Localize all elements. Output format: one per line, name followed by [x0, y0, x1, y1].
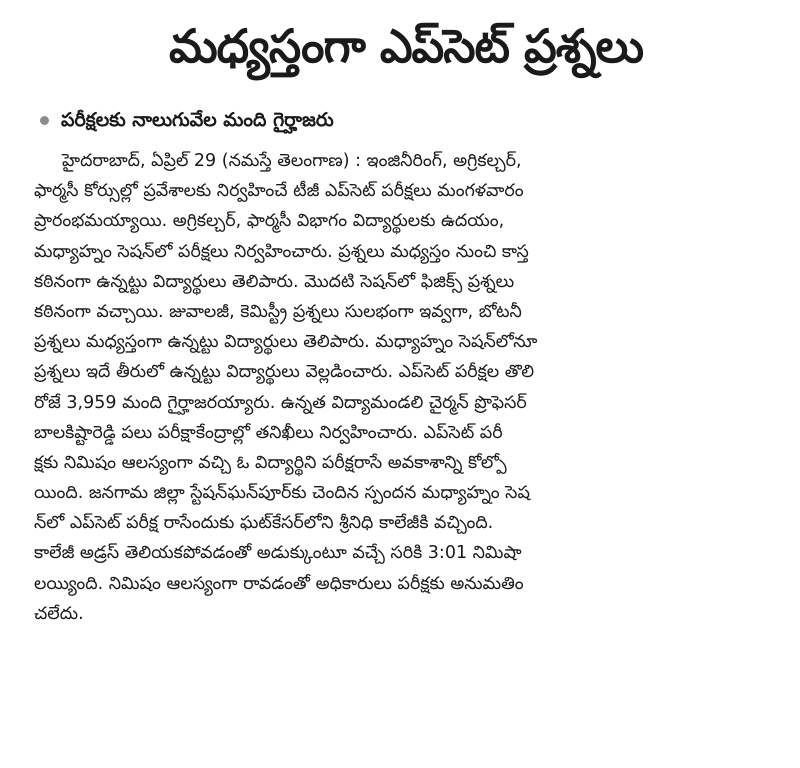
article-body: [34, 146, 778, 629]
body-line: హైదరాబాద్, ఏప్రిల్ 29 (నమస్తే తెలంగాణ) : ఇంజినీరింగ్, అగ్రికల్చర్,: [62, 151, 522, 171]
bullet-icon: [40, 116, 49, 125]
body-line: కఠినంగా వచ్చాయి. జువాలజీ, కెమిస్ట్రీ ప్రశ్నలు సులభంగా ఇవ్వగా, బోటనీ: [34, 301, 522, 322]
body-line: ప్రశ్నలు మధ్యస్తంగా ఉన్నట్టు విద్యార్థులు తెలిపారు. మధ్యాహ్నం సెషన్‌లోనూ: [34, 332, 538, 353]
body-line: ఫార్మసీ కోర్సుల్లో ప్రవేశాలకు నిర్వహించే టీజీ ఎప్‌సెట్ పరీక్షలు మంగళవారం: [34, 181, 524, 202]
body-line: మధ్యాహ్నం సెషన్‌లో పరీక్షలు నిర్వహించారు. ప్రశ్నలు మధ్యస్తం నుంచి కాస్త: [34, 241, 529, 262]
subheadline-text: పరీక్షలకు నాలుగువేల మంది గైర్హాజరు: [61, 109, 334, 131]
body-line: చలేదు.: [34, 603, 84, 624]
body-line: బాలకిష్టారెడ్డి పలు పరీక్షాకేంద్రాల్లో తనిఖీలు నిర్వహించారు. ఎప్‌సెట్ పరీ: [34, 422, 503, 443]
article-headline: మధ్యస్తంగా ఎప్‌సెట్ ప్రశ్నలు: [168, 19, 644, 73]
body-line: ప్రారంభమయ్యాయి. అగ్రికల్చర్, ఫార్మసీ విభాగం విద్యార్థులకు ఉదయం,: [34, 211, 505, 232]
body-line: లయ్యింది. నిమిషం ఆలస్యంగా రావడంతో అధికారులు పరీక్షకు అనుమతిం: [34, 573, 524, 594]
body-line: న్‌లో ఎప్‌సెట్ పరీక్ష రాసేందుకు ఘట్‌కేసర్‌లోని శ్రీనిధి కాలేజీకి వచ్చింది.: [34, 513, 494, 534]
body-line: ప్రశ్నలు ఇదే తీరులో ఉన్నట్టు విద్యార్థులు వెల్లడించారు. ఎప్‌సెట్ పరీక్షల తొలి: [34, 362, 535, 383]
body-line: కఠినంగా ఉన్నట్టు విద్యార్థులు తెలిపారు. మొదటి సెషన్‌లో ఫిజిక్స్ ప్రశ్నలు: [34, 271, 515, 292]
body-line: రోజే 3,959 మంది గైర్హాజరయ్యారు. ఉన్నత విద్యామండలి చైర్మన్ ప్రొఫెసర్: [34, 392, 527, 413]
article-subheadline: [40, 100, 778, 140]
body-line: క్షకు నిమిషం ఆలస్యంగా వచ్చి ఓ విద్యార్థిని పరీక్షరాసే అవకాశాన్ని కోల్పో: [34, 452, 507, 473]
body-line: యింది. జనగామ జిల్లా స్టేషన్‌ఘన్‌పూర్‌కు చెందిన స్పందన మధ్యాహ్నం సెష: [34, 483, 530, 504]
body-line: కాలేజీ అడ్రస్ తెలియకపోవడంతో అడుక్కుంటూ వచ్చే సరికి 3:01 నిమిషా: [34, 543, 522, 564]
